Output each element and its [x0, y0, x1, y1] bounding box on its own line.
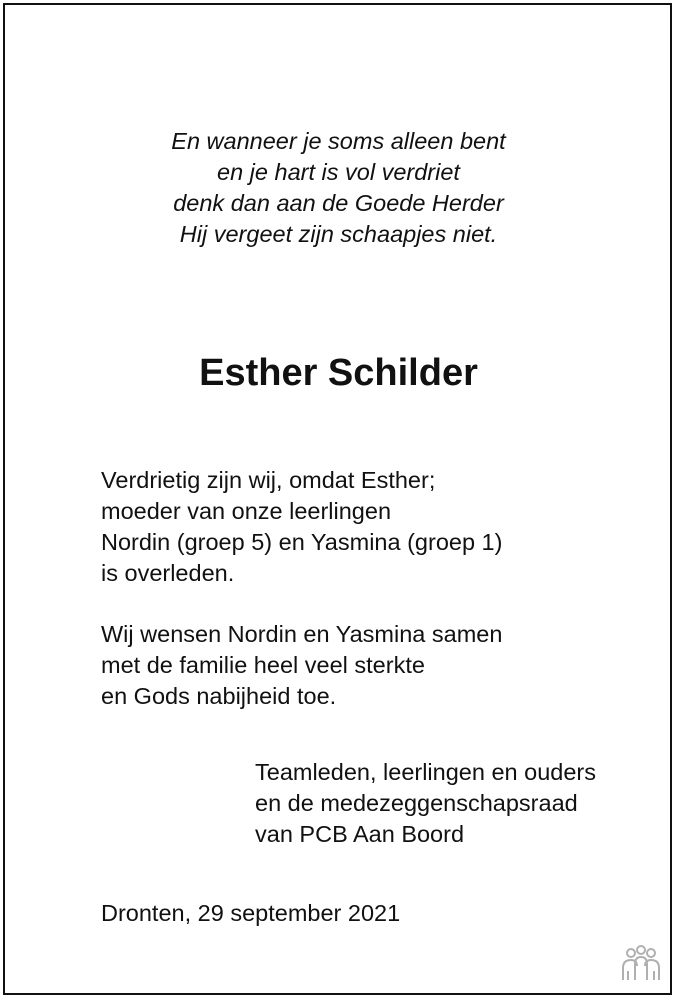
message-line: moeder van onze leerlingen: [101, 498, 392, 524]
people-group-icon: [617, 944, 665, 984]
signature: [255, 757, 596, 850]
message-paragraph-2: [101, 619, 502, 712]
person-head-icon: [637, 946, 645, 954]
person-body-icon: [635, 957, 647, 980]
person-head-icon: [647, 949, 655, 957]
message-line: Nordin (groep 5) en Yasmina (groep 1): [101, 529, 503, 555]
place-date: Dronten, 29 september 2021: [101, 900, 401, 926]
message-line: Verdrietig zijn wij, omdat Esther;: [101, 467, 436, 493]
message-line: is overleden.: [101, 560, 235, 586]
poem-line: Hij vergeet zijn schaapjes niet.: [179, 221, 498, 247]
message-paragraph-1: [101, 465, 502, 589]
signature-line: en de medezeggenschapsraad: [255, 790, 578, 816]
poem: [0, 126, 677, 250]
message-line: met de familie heel veel sterkte: [101, 652, 425, 678]
deceased-name: Esther Schilder: [199, 352, 478, 394]
poem-line: En wanneer je soms alleen bent: [171, 128, 506, 154]
person-head-icon: [627, 949, 635, 957]
signature-line: Teamleden, leerlingen en ouders: [255, 759, 596, 785]
poem-line: en je hart is vol verdriet: [217, 159, 460, 185]
message-line: Wij wensen Nordin en Yasmina samen: [101, 621, 503, 647]
signature-line: van PCB Aan Boord: [255, 821, 465, 847]
poem-line: denk dan aan de Goede Herder: [173, 190, 504, 216]
message-line: en Gods nabijheid toe.: [101, 683, 337, 709]
